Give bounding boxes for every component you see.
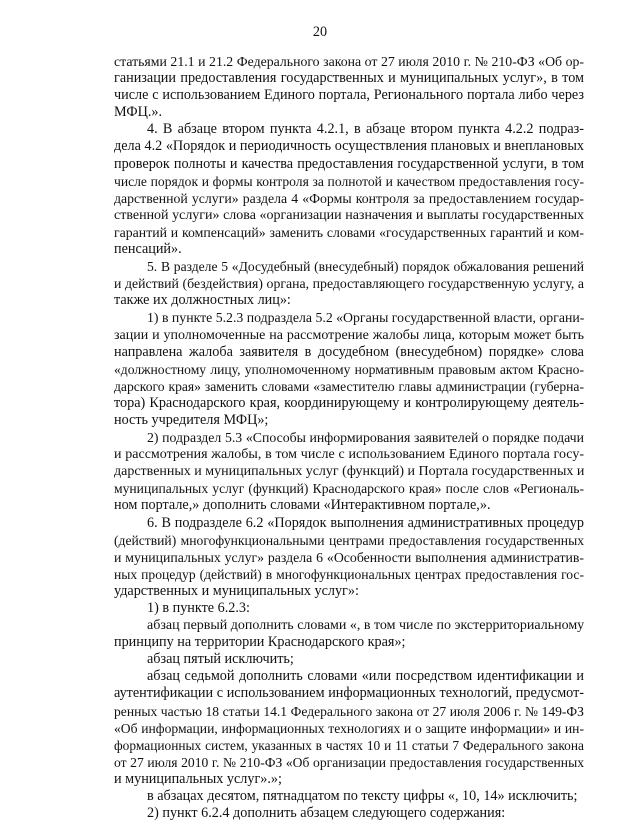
text-line: и рассмотрения жалобы, в том числе с использованием Единого портала госу- [114, 447, 584, 463]
text-line: «должностному лицу, уполномоченному нормативным правовым актом Красно- [114, 361, 584, 377]
text-line: абзац пятый исключить; [147, 651, 294, 668]
text-line: гарантий и компенсаций» заменить словами «государственных гарантий и ком- [114, 224, 584, 240]
text-line: проверок полноты и качества предоставления государственной услуги, в том [114, 155, 584, 172]
text-line: МФЦ.». [114, 104, 163, 121]
text-line: 1) в пункте 6.2.3: [147, 600, 250, 616]
text-line: также их должностных лиц»: [114, 292, 291, 309]
text-line: ных процедур (действий) в многофункциональных центрах предоставления гос- [114, 566, 584, 582]
text-line: и действий (бездействия) органа, предоставляющего государственную услугу, а [114, 276, 584, 292]
text-line: статьями 21.1 и 21.2 Федерального закона от 27 июля 2010 г. № 210-ФЗ «Об ор- [114, 54, 584, 69]
text-line: и муниципальных услуг» раздела 6 «Особенности выполнения административ- [114, 549, 584, 565]
text-line: 2) подраздел 5.3 «Способы информирования заявителей о порядке подачи [147, 430, 584, 446]
text-line: дела 4.2 «Порядок и периодичность осуществления плановых и внеплановых [114, 138, 584, 155]
text-line: пенсаций». [114, 241, 182, 258]
text-line: в абзацах десятом, пятнадцатом по тексту цифры «, 10, 14» исключить; [147, 788, 578, 805]
text-line: и муниципальных услуг».»; [114, 770, 282, 787]
text-line: ственной услуги» слова «организации назначения и выплаты государственных [114, 207, 584, 223]
text-line: от 27 июля 2010 г. № 210-ФЗ «Об организации предоставления государственных [114, 754, 584, 770]
text-line: (действий) многофункциональными центрами предоставления государственных [114, 532, 584, 548]
text-line: принципу на территории Краснодарского края»; [114, 634, 406, 651]
text-line: 4. В абзаце втором пункта 4.2.1, в абзаце втором пункта 4.2.2 подраз- [147, 121, 584, 138]
text-line: дарственных и муниципальных услуг (функций) и Портала государственных и [114, 464, 585, 480]
text-line: ность учредителя МФЦ»; [114, 411, 269, 428]
text-line: ганизации предоставления государственных и муниципальных услуг», в том [114, 70, 584, 87]
text-line: числе порядок и формы контроля за полнотой и качеством предоставления госу- [114, 173, 584, 189]
text-line: направлена жалоба заявителя в досудебном (внесудебном) порядке» слова [114, 343, 584, 360]
text-line: дарского края» заменить словами «заместителю главы администрации (губерна- [114, 378, 584, 394]
text-line: 2) пункт 6.2.4 дополнить абзацем следующего содержания: [147, 805, 506, 822]
text-line: абзац первый дополнить словами «, в том числе по экстерриториальному [147, 618, 585, 634]
text-line: формационных систем, указанных в частях 10 и 11 статьи 7 Федерального закона [114, 737, 584, 753]
text-line: муниципальных услуг (функций) Краснодарского края» после слов «Региональ- [114, 481, 584, 497]
text-line: числе с использованием Единого портала, Регионального портала либо через [114, 87, 584, 104]
text-line: «Об информации, информационных технологиях и о защите информации» и ин- [114, 720, 584, 736]
text-line: зации и уполномоченные на рассмотрение жалобы лица, которым может быть [114, 327, 584, 343]
text-line: ударственных и муниципальных услуг»: [114, 582, 359, 599]
text-line: ренных частью 18 статьи 14.1 Федерального закона от 27 июля 2006 г. № 149-ФЗ [114, 703, 584, 719]
text-line: абзац седьмой дополнить словами «или посредством идентификации и [147, 668, 584, 685]
text-line: дарственной услуги» раздела 4 «Формы контроля за предоставлением государ- [114, 190, 584, 206]
document-body [114, 53, 584, 822]
text-line: ном портале,» дополнить словами «Интерактивном портале,». [114, 497, 491, 514]
page-number: 20 [312, 24, 328, 40]
text-line: 1) в пункте 5.2.3 подраздела 5.2 «Органы государственной власти, органи- [147, 310, 585, 326]
text-line: тора) Краснодарского края, координирующему и контролирующему деятель- [114, 394, 584, 411]
text-line: 6. В подразделе 6.2 «Порядок выполнения административных процедур [147, 514, 584, 531]
text-line: аутентификации с использованием информационных технологий, предусмот- [114, 685, 584, 702]
text-line: 5. В разделе 5 «Досудебный (внесудебный) порядок обжалования решений [147, 259, 584, 275]
